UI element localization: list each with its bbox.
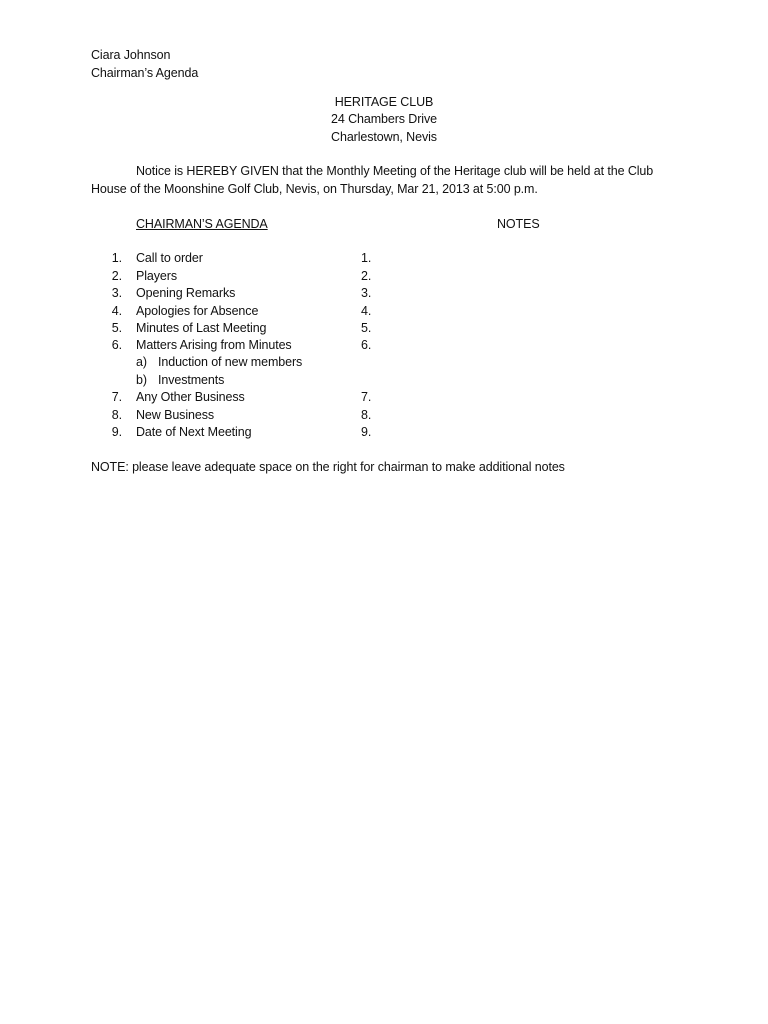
note-number: 7. bbox=[361, 390, 372, 404]
author-name: Ciara Johnson bbox=[91, 48, 171, 62]
agenda-subitem-label: Investments bbox=[158, 373, 225, 387]
note-number: 2. bbox=[361, 269, 372, 283]
notice-line-1: Notice is HEREBY GIVEN that the Monthly Meeting of the Heritage club will be held at the Club bbox=[136, 164, 654, 178]
agenda-subitem-letter: a) bbox=[136, 355, 147, 369]
agenda-item-number: 8. bbox=[111, 408, 122, 422]
agenda-subitem-letter: b) bbox=[136, 373, 147, 387]
agenda-item-label: New Business bbox=[136, 408, 214, 422]
agenda-item-label: Any Other Business bbox=[136, 390, 245, 404]
agenda-item-number: 1. bbox=[111, 251, 122, 265]
agenda-item-label: Players bbox=[136, 269, 177, 283]
agenda-item-number: 2. bbox=[111, 269, 122, 283]
note-number: 3. bbox=[361, 286, 372, 300]
note-number: 4. bbox=[361, 304, 372, 318]
footer-note: NOTE: please leave adequate space on the right for chairman to make additional notes bbox=[91, 460, 565, 474]
agenda-item-label: Date of Next Meeting bbox=[136, 425, 252, 439]
agenda-item-label: Matters Arising from Minutes bbox=[136, 338, 292, 352]
club-name: HERITAGE CLUB bbox=[334, 95, 434, 109]
agenda-item-label: Minutes of Last Meeting bbox=[136, 321, 267, 335]
note-number: 9. bbox=[361, 425, 372, 439]
agenda-item-number: 5. bbox=[111, 321, 122, 335]
agenda-item-number: 6. bbox=[111, 338, 122, 352]
agenda-item-label: Call to order bbox=[136, 251, 203, 265]
agenda-item-number: 3. bbox=[111, 286, 122, 300]
club-city: Charlestown, Nevis bbox=[331, 130, 437, 144]
agenda-heading: CHAIRMAN’S AGENDA bbox=[136, 217, 268, 231]
notes-heading: NOTES bbox=[497, 217, 540, 231]
notice-line-2: House of the Moonshine Golf Club, Nevis, on Thursday, Mar 21, 2013 at 5:00 p.m. bbox=[91, 182, 538, 196]
agenda-item-label: Opening Remarks bbox=[136, 286, 236, 300]
club-street: 24 Chambers Drive bbox=[331, 112, 437, 126]
note-number: 6. bbox=[361, 338, 372, 352]
note-number: 5. bbox=[361, 321, 372, 335]
note-number: 1. bbox=[361, 251, 372, 265]
agenda-item-number: 4. bbox=[111, 304, 122, 318]
agenda-item-number: 7. bbox=[111, 390, 122, 404]
agenda-item-label: Apologies for Absence bbox=[136, 304, 259, 318]
document-title: Chairman’s Agenda bbox=[91, 66, 199, 80]
note-number: 8. bbox=[361, 408, 372, 422]
agenda-subitem-label: Induction of new members bbox=[158, 355, 303, 369]
agenda-item-number: 9. bbox=[111, 425, 122, 439]
